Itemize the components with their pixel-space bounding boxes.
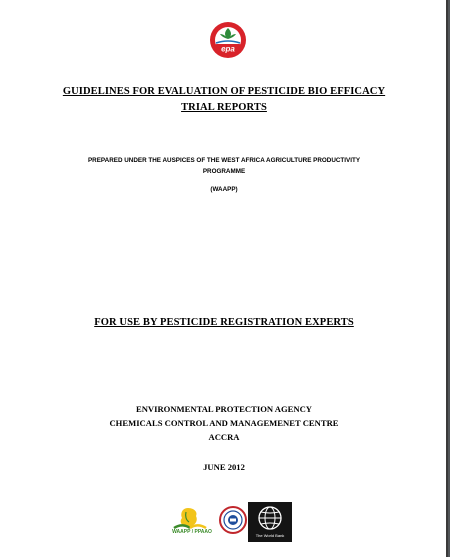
publication-date: JUNE 2012 <box>203 462 245 472</box>
waapp-logo-label: WAAPP / PPAAO <box>172 529 212 535</box>
document-title-line2: TRIAL REPORTS <box>181 102 267 113</box>
subtitle-line2: PROGRAMME <box>202 168 246 175</box>
agency-line1: ENVIRONMENTAL PROTECTION AGENCY <box>135 404 313 414</box>
epa-logo-text: epa <box>221 44 235 54</box>
world-bank-label: The World Bank <box>255 533 285 538</box>
subtitle-line3: (WAAPP) <box>210 186 238 193</box>
agency-line3: ACCRA <box>208 432 240 442</box>
globe-icon <box>248 502 292 534</box>
document-title-line1: GUIDELINES FOR EVALUATION OF PESTICIDE BIO EFFICACY <box>62 86 386 97</box>
agency-line2: CHEMICALS CONTROL AND MANAGEMENET CENTRE <box>109 418 339 428</box>
subtitle-line1: PREPARED UNDER THE AUSPICES OF THE WEST AFRICA AGRICULTURE PRODUCTIVITY <box>87 157 361 164</box>
ecowas-seal-icon <box>219 506 247 534</box>
audience-heading: FOR USE BY PESTICIDE REGISTRATION EXPERTS <box>94 317 354 328</box>
epa-logo-icon <box>206 20 250 60</box>
